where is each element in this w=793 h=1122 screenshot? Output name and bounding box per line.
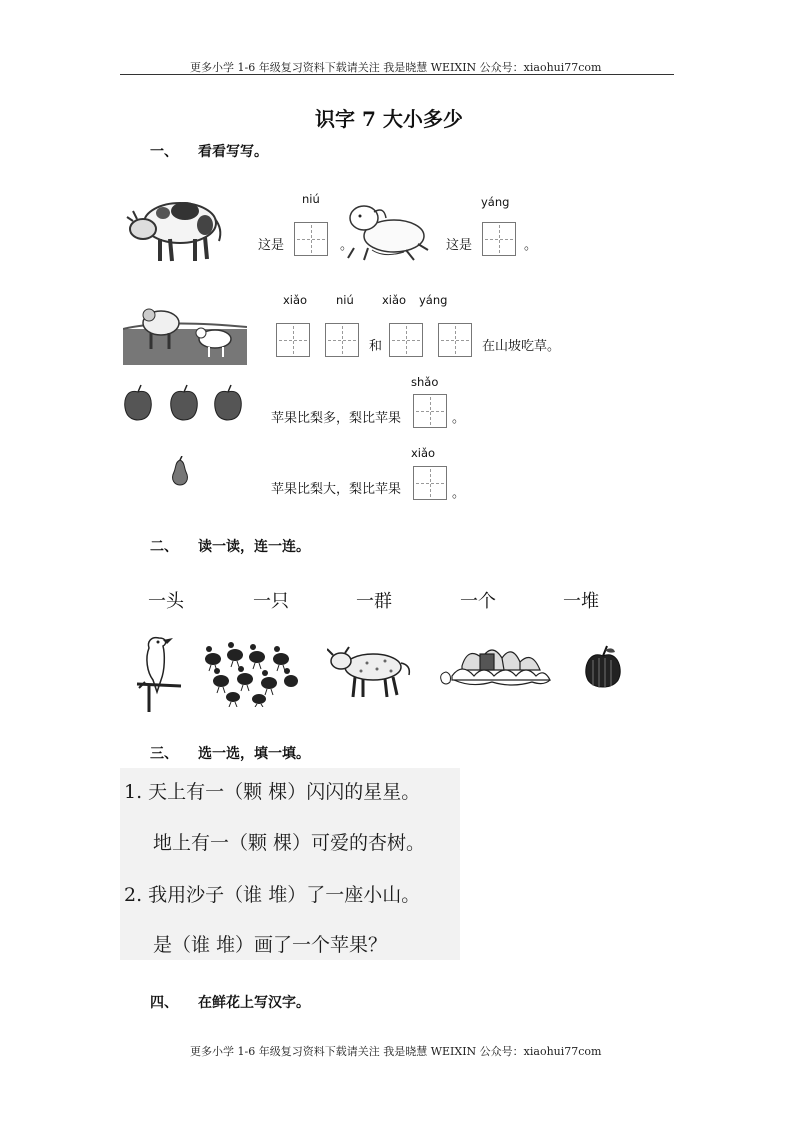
row2-and: 和	[369, 339, 383, 354]
writing-box-niu-2[interactable]	[325, 323, 359, 357]
section-1-heading	[150, 141, 268, 161]
pinyin-shao: shǎo	[411, 375, 439, 389]
row1-prefix-2: 这是	[446, 238, 473, 253]
writing-box-yang-2[interactable]	[438, 323, 472, 357]
measure-word-yitou[interactable]: 一头	[148, 591, 184, 612]
header-divider	[120, 74, 674, 75]
measure-word-yiqun[interactable]: 一群	[356, 591, 392, 612]
pear-picture	[169, 456, 191, 486]
row4-text: 苹果比梨大，梨比苹果	[271, 482, 402, 497]
writing-box-niu[interactable]	[294, 222, 328, 256]
row1-period-1: 。	[340, 238, 354, 253]
writing-box-xiao-1[interactable]	[276, 323, 310, 357]
choice-line-1[interactable]: 1. 天上有一（颗 棵）闪闪的星星。	[124, 781, 421, 803]
writing-box-xiao-2[interactable]	[389, 323, 423, 357]
choice-line-2[interactable]: 地上有一（颗 棵）可爱的杏树。	[153, 832, 426, 854]
section-2-title: 读一读，连一连。	[198, 539, 310, 555]
section-2-number: 二、	[150, 539, 178, 555]
row3-text: 苹果比梨多，梨比苹果	[271, 411, 402, 426]
calf-and-lamb-on-hillside-picture	[123, 293, 247, 365]
pinyin-xiao-1: xiǎo	[283, 293, 308, 307]
row1-period-2: 。	[524, 238, 538, 253]
measure-word-yizhi[interactable]: 一只	[253, 591, 289, 612]
section-1-title: 看看写写。	[198, 144, 268, 160]
pinyin-niu-2: niú	[336, 293, 354, 307]
writing-box-shao[interactable]	[413, 394, 447, 428]
writing-box-xiao-3[interactable]	[413, 466, 447, 500]
pinyin-yang: yáng	[481, 195, 510, 209]
pinyin-xiao-2: xiǎo	[382, 293, 407, 307]
row2-suffix: 在山坡吃草。	[482, 339, 561, 354]
section-3-number: 三、	[150, 746, 178, 762]
section-2-heading	[150, 536, 310, 556]
apple-picture[interactable]	[583, 644, 623, 692]
choice-line-3[interactable]: 2. 我用沙子（谁 堆）了一座小山。	[124, 884, 421, 906]
page-footer: 更多小学 1-6 年级复习资料下载请关注 我是晓慧 WEIXIN 公众号：xiaohui77com	[190, 1045, 602, 1058]
choice-line-4[interactable]: 是（谁 堆）画了一个苹果？	[153, 934, 388, 956]
parrot-picture[interactable]	[133, 632, 183, 714]
pinyin-xiao-3: xiǎo	[411, 446, 436, 460]
measure-word-yidui[interactable]: 一堆	[563, 591, 599, 612]
three-apples-picture	[121, 384, 247, 424]
row4-period: 。	[452, 486, 466, 501]
page-header: 更多小学 1-6 年级复习资料下载请关注 我是晓慧 WEIXIN 公众号：xiaohui77com	[190, 61, 602, 74]
ox-picture[interactable]	[327, 645, 413, 701]
cow-picture	[125, 193, 227, 265]
row1-prefix-1: 这是	[258, 238, 285, 253]
pinyin-yang-2: yáng	[419, 293, 448, 307]
pile-of-peaches-picture[interactable]	[432, 636, 554, 694]
sheep-picture	[344, 200, 432, 262]
flock-of-birds-picture[interactable]	[197, 637, 301, 707]
writing-box-yang[interactable]	[482, 222, 516, 256]
section-4-number: 四、	[150, 995, 178, 1011]
section-4-title: 在鲜花上写汉字。	[198, 995, 310, 1011]
section-1-number: 一、	[150, 144, 178, 160]
section-3-title: 选一选，填一填。	[198, 746, 310, 762]
section-4-heading	[150, 992, 310, 1012]
pinyin-niu: niú	[302, 192, 320, 206]
row3-period: 。	[452, 411, 466, 426]
lesson-title: 识字 7 大小多少	[315, 107, 463, 131]
section-3-heading	[150, 743, 310, 763]
measure-word-yige[interactable]: 一个	[460, 591, 496, 612]
